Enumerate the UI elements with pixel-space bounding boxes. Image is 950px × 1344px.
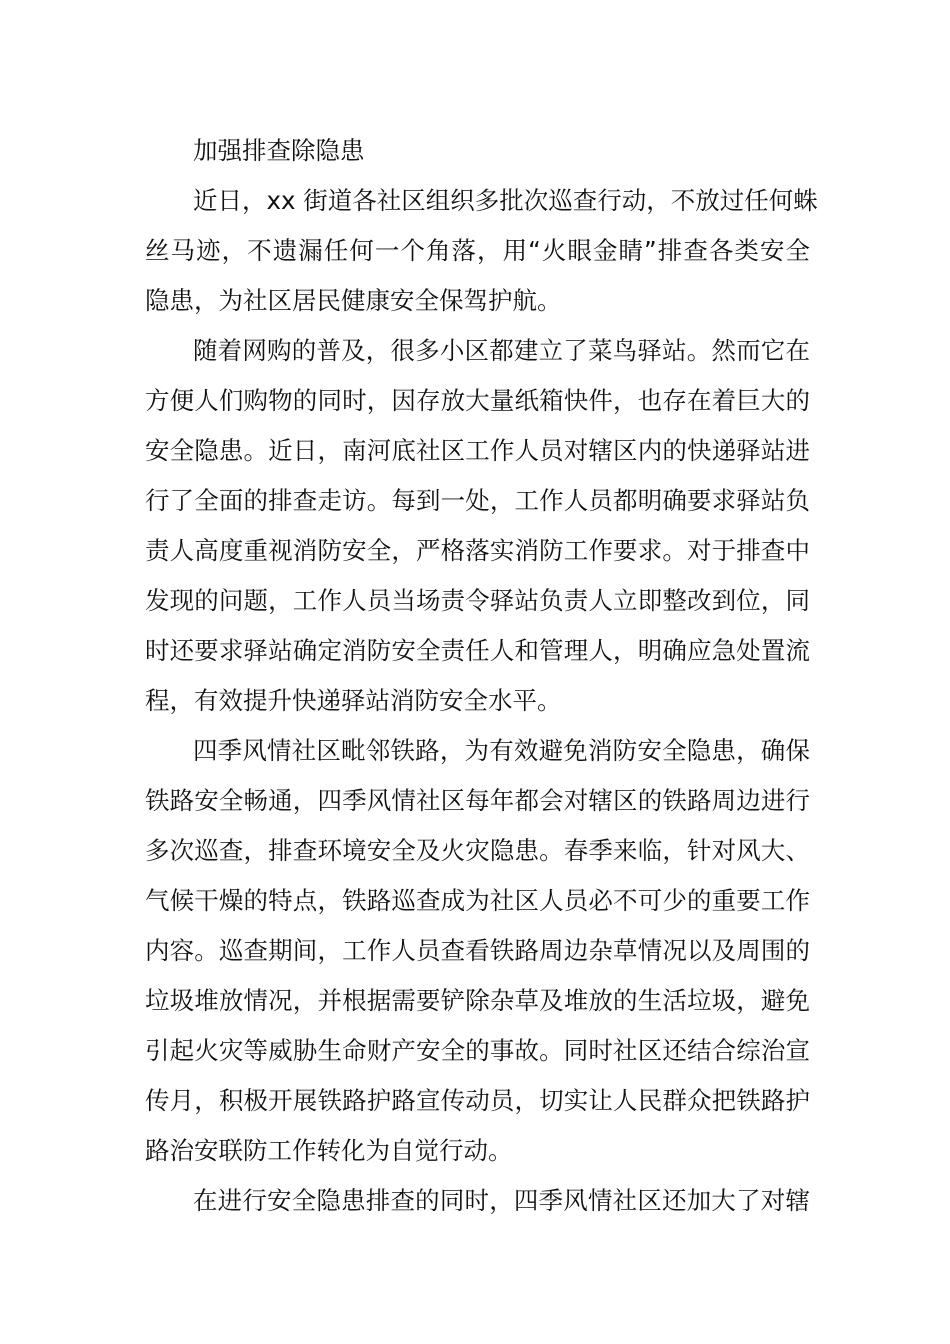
paragraph-line: 多次巡查，排查环境安全及火灾隐患。春季来临，针对风大、 (145, 836, 810, 865)
paragraph-line: 传月，积极开展铁路护路宣传动员，切实让人民群众把铁路护 (145, 1086, 810, 1115)
paragraph-line: 安全隐患。近日，南河底社区工作人员对辖区内的快递驿站进 (145, 436, 810, 465)
paragraph-line: 近日，xx 街道各社区组织多批次巡查行动，不放过任何蛛 (193, 186, 818, 215)
paragraph-line: 丝马迹，不遗漏任何一个角落，用“火眼金睛”排查各类安全 (145, 236, 810, 265)
paragraph-line: 发现的问题，工作人员当场责令驿站负责人立即整改到位，同 (145, 586, 810, 615)
paragraph-line: 隐患，为社区居民健康安全保驾护航。 (145, 286, 562, 315)
paragraph-line: 垃圾堆放情况，并根据需要铲除杂草及堆放的生活垃圾，避免 (145, 986, 810, 1015)
paragraph-line: 气候干燥的特点，铁路巡查成为社区人员必不可少的重要工作 (145, 886, 810, 915)
paragraph-line: 引起火灾等威胁生命财产安全的事故。同时社区还结合综治宣 (145, 1036, 810, 1065)
paragraph-line: 责人高度重视消防安全，严格落实消防工作要求。对于排查中 (145, 536, 810, 565)
paragraph-line: 路治安联防工作转化为自觉行动。 (145, 1136, 513, 1165)
paragraph-line: 时还要求驿站确定消防安全责任人和管理人，明确应急处置流 (145, 636, 810, 665)
paragraph-line: 程，有效提升快递驿站消防安全水平。 (145, 686, 562, 715)
paragraph-line: 铁路安全畅通，四季风情社区每年都会对辖区的铁路周边进行 (145, 786, 810, 815)
paragraph-line: 方便人们购物的同时，因存放大量纸箱快件，也存在着巨大的 (145, 386, 810, 415)
document-heading: 加强排查除隐患 (193, 136, 365, 165)
paragraph-line: 四季风情社区毗邻铁路，为有效避免消防安全隐患，确保 (193, 736, 810, 765)
paragraph-line: 随着网购的普及，很多小区都建立了菜鸟驿站。然而它在 (193, 336, 810, 365)
paragraph-line: 行了全面的排查走访。每到一处，工作人员都明确要求驿站负 (145, 486, 810, 515)
paragraph-line: 在进行安全隐患排查的同时，四季风情社区还加大了对辖 (193, 1186, 810, 1215)
paragraph-line: 内容。巡查期间，工作人员查看铁路周边杂草情况以及周围的 (145, 936, 810, 965)
